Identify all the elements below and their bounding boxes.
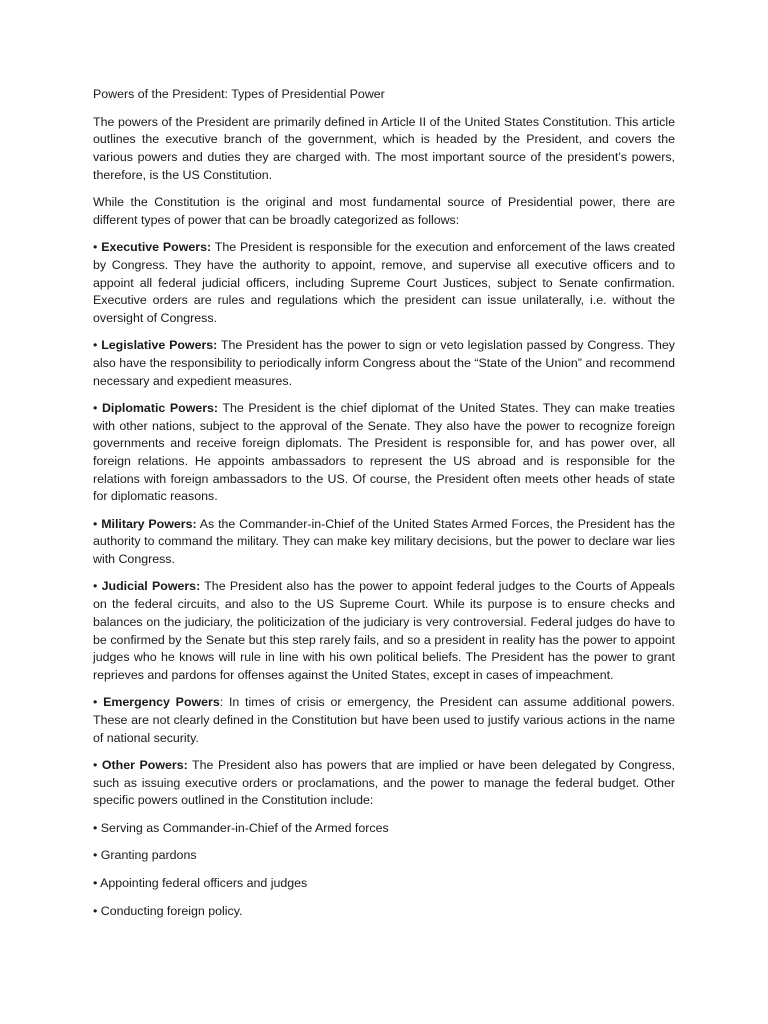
list-item-text: Granting pardons bbox=[100, 848, 197, 863]
power-item-diplomatic bbox=[93, 400, 675, 506]
bullet-marker: • bbox=[93, 516, 98, 531]
list-item-text: Conducting foreign policy. bbox=[100, 903, 243, 918]
list-item bbox=[93, 903, 675, 921]
bullet-marker: • bbox=[93, 757, 98, 772]
power-term: Executive Powers: bbox=[101, 240, 212, 255]
bullet-marker: • bbox=[93, 579, 98, 594]
power-description: As the Commander-in-Chief of the United States Armed Forces, the President has the authority to command the military. They can make key military decisions, but the power to declare war lies with Congress. bbox=[93, 516, 675, 567]
bullet-marker: • bbox=[93, 820, 98, 835]
power-item-military bbox=[93, 516, 675, 569]
list-item bbox=[93, 847, 675, 865]
power-item-executive bbox=[93, 239, 675, 328]
power-item-emergency bbox=[93, 694, 675, 747]
bullet-marker: • bbox=[93, 903, 98, 918]
list-item bbox=[93, 875, 675, 893]
power-term: Other Powers: bbox=[101, 757, 188, 772]
power-description: : In times of crisis or emergency, the President can assume additional powers. These are not clearly defined in the Constitution but have been used to justify various actions in the name of national security. bbox=[93, 695, 675, 745]
power-description: The President is responsible for the execution and enforcement of the laws created by Congress. They have the authority to appoint, remove, and supervise all executive officers and to appoint all federal judicial officers, including Supreme Court Justices, subject to Senate confirmation. Executive orders are rules and regulations which the president can issue unilaterally, i.e. without the oversight of Congress. bbox=[93, 240, 675, 325]
intro-paragraph-2: While the Constitution is the original and most fundamental source of Presidential power, there are different types of power that can be broadly categorized as follows: bbox=[93, 195, 675, 227]
power-term: Military Powers: bbox=[101, 516, 197, 531]
intro-section bbox=[93, 114, 675, 230]
power-item-legislative bbox=[93, 337, 675, 390]
power-description: The President also has the power to appoint federal judges to the Courts of Appeals on the federal circuits, and also to the US Supreme Court. While its purpose is to ensure checks and balances on the judiciary, the politicization of the judiciary is very controversial. Federal judges do have to be confirmed by the Senate but this step rarely fails, and so a president in reality has the power to appoint judges who he knows will rule in line with his own political beliefs. The President has the power to grant reprieves and pardons for offenses against the United States, except in cases of impeachment. bbox=[93, 579, 675, 682]
list-item-text: Appointing federal officers and judges bbox=[100, 876, 308, 891]
power-item-judicial bbox=[93, 578, 675, 684]
bullet-marker: • bbox=[93, 848, 98, 863]
intro-paragraph-1: The powers of the President are primarily defined in Article II of the United States Constitution. This article outlines the executive branch of the government, which is headed by the President, and covers the various powers and duties they are charged with. The most important source of the president’s powers, therefore, is the US Constitution. bbox=[93, 114, 675, 182]
list-item-text: Serving as Commander-in-Chief of the Armed forces bbox=[100, 820, 389, 835]
bullet-marker: • bbox=[93, 400, 98, 415]
specific-powers-list bbox=[93, 820, 675, 921]
power-term: Emergency Powers bbox=[103, 695, 220, 710]
power-description: The President is the chief diplomat of the United States. They can make treaties with other nations, subject to the approval of the Senate. They also have the power to recognize foreign governments and receive foreign diplomats. The President is responsible for, and has power over, all foreign relations. He appoints ambassadors to represent the US abroad and is responsible for the relations with foreign ambassadors to the US. Of course, the President often meets other heads of state for diplomatic reasons. bbox=[93, 400, 675, 504]
power-term: Judicial Powers: bbox=[101, 579, 201, 594]
list-item bbox=[93, 820, 675, 838]
document-title: Powers of the President: Types of Presidential Power bbox=[93, 87, 385, 101]
power-term: Diplomatic Powers: bbox=[101, 400, 219, 415]
power-term: Legislative Powers: bbox=[101, 338, 218, 353]
bullet-marker: • bbox=[93, 240, 98, 255]
power-description: The President also has powers that are implied or have been delegated by Congress, such as issuing executive orders or proclamations, and the power to manage the federal budget. Other specific powers outlined in the Constitution include: bbox=[93, 757, 675, 808]
power-item-other bbox=[93, 757, 675, 810]
document-page bbox=[93, 86, 675, 930]
powers-list bbox=[93, 239, 675, 810]
power-description: The President has the power to sign or veto legislation passed by Congress. They also have the responsibility to periodically inform Congress about the “State of the Union” and recommend necessary and expedient measures. bbox=[93, 338, 675, 388]
bullet-marker: • bbox=[93, 338, 98, 353]
bullet-marker: • bbox=[93, 695, 98, 710]
bullet-marker: • bbox=[93, 876, 98, 891]
